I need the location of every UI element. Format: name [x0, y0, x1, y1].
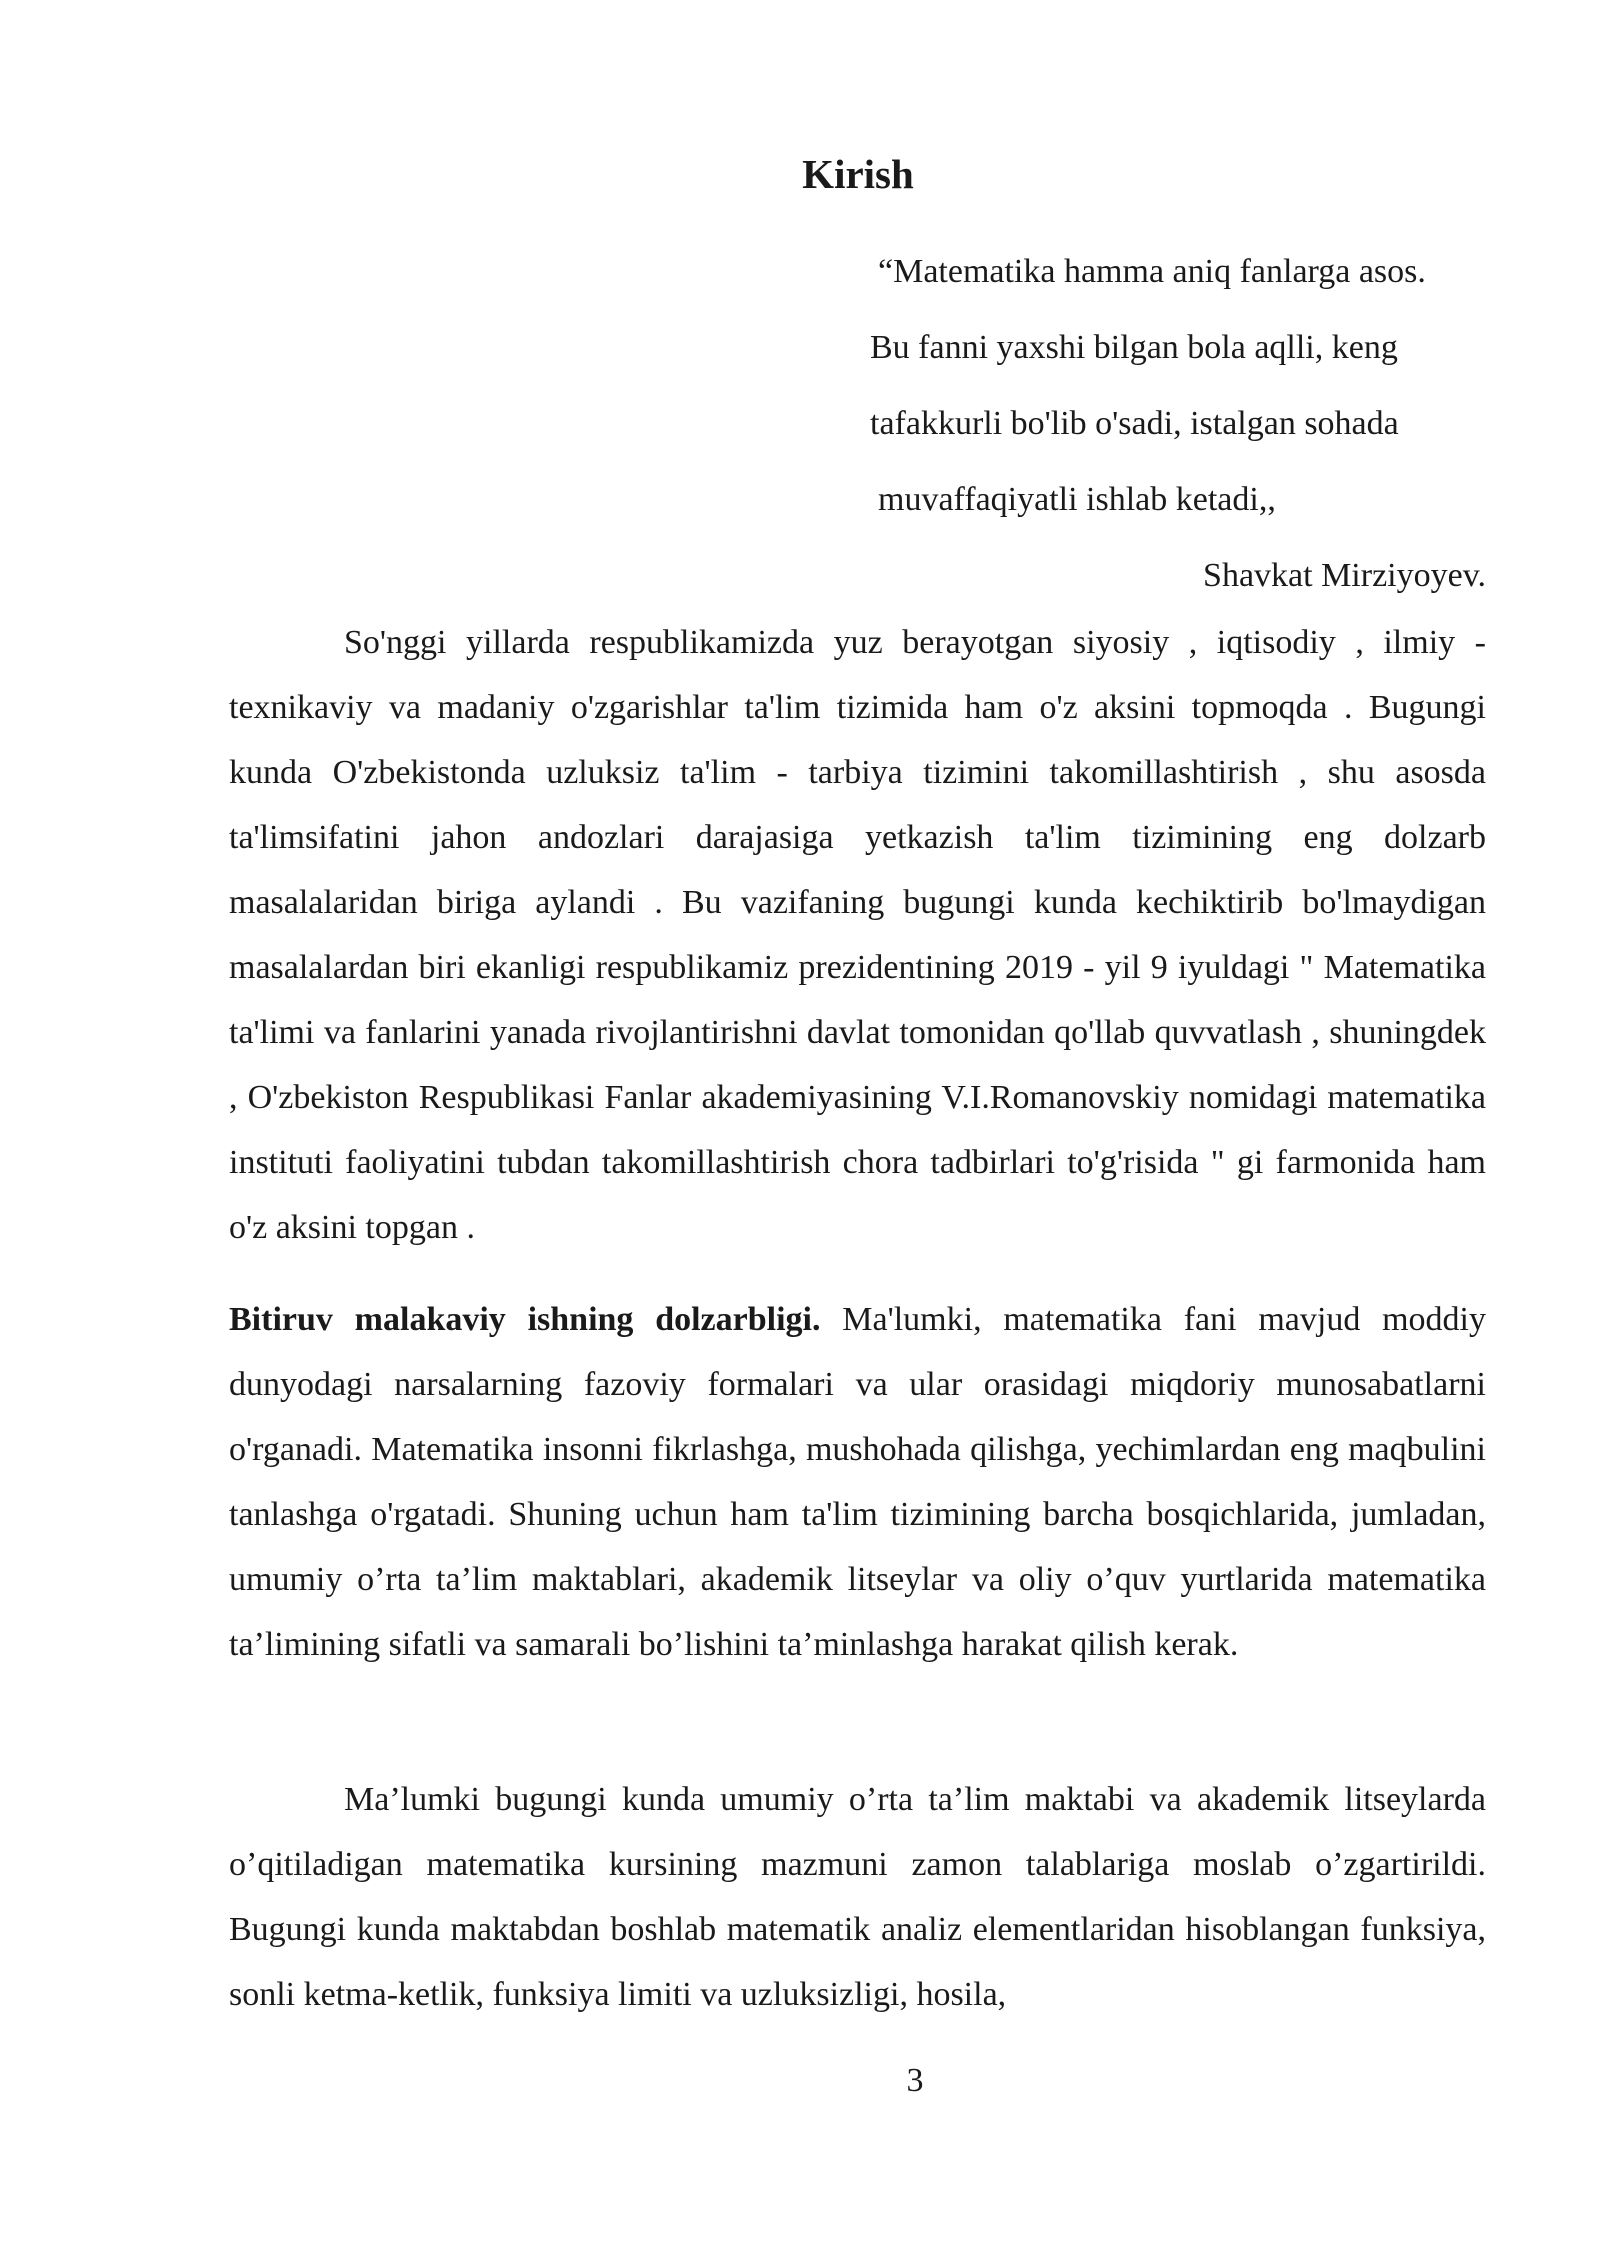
relevance-heading: Bitiruv malakaviy ishning dolzarbligi. [229, 1301, 821, 1338]
curriculum-paragraph: Ma’lumki bugungi kunda umumiy o’rta ta’lim maktabi va akademik litseylarda o’qitiladigan matematika kursining mazmuni zamon talablariga moslab o’zgartirildi. Bugungi kunda maktabdan boshlab matematik analiz elementlaridan hisoblangan funksiya, sonli ketma-ketlik, funksiya limiti va uzluksizligi, hosila, [229, 1781, 1486, 2013]
intro-paragraph: So'nggi yillarda respublikamizda yuz berayotgan siyosiy , iqtisodiy , ilmiy - texnikaviy va madaniy o'zgarishlar ta'lim tizimida ham o'z aksini topmoqda . Bugungi kunda O'zbekistonda uzluksiz ta'lim - tarbiya tizimini takomillashtirish , shu asosda ta'limsifatini jahon andozlari darajasiga yetkazish ta'lim tizimining eng dolzarb masalalaridan biriga aylandi . Bu vazifaning bugungi kunda kechiktirib bo'lmaydigan masalalardan biri ekanligi respublikamiz prezidentining 2019 - yil 9 iyuldagi " Matematika ta'limi va fanlarini yanada rivojlantirishni davlat tomonidan qo'llab quvvatlash , shuningdek , O'zbekiston Respublikasi Fanlar akademiyasining V.I.Romanovskiy nomidagi matematika instituti faoliyatini tubdan takomillashtirish chora tadbirlari to'g'risida " gi farmonida ham o'z aksini topgan . [229, 624, 1486, 1246]
epigraph-line: muvaffaqiyatli ishlab ketadi,, [878, 481, 1276, 518]
epigraph-author: Shavkat Mirziyoyev. [1203, 557, 1486, 594]
section-title: Kirish [802, 151, 914, 197]
epigraph-line: “Matematika hamma aniq fanlarga asos. [878, 253, 1426, 290]
epigraph-line: tafakkurli bo'lib o'sadi, istalgan sohada [870, 405, 1399, 442]
epigraph [870, 234, 1486, 614]
relevance-text: Ma'lumki, matematika fani mavjud moddiy dunyodagi narsalarning fazoviy formalari va ular orasidagi miqdoriy munosabatlarni o'rganadi. Matematika insonni fikrlashga, mushohada qilishga, yechimlardan eng maqbulini tanlashga o'rgatadi. Shuning uchun ham ta'lim tizimining barcha bosqichlarida, jumladan, umumiy o’rta ta’lim maktablari, akademik litseylar va oliy o’quv yurtlarida matematika ta’limining sifatli va samarali bo’lishini ta’minlashga harakat qilish kerak. [229, 1301, 1487, 1663]
epigraph-line: Bu fanni yaxshi bilgan bola aqlli, keng [870, 329, 1398, 366]
page-number: 3 [906, 2062, 924, 2099]
relevance-paragraph [229, 1287, 1486, 1677]
